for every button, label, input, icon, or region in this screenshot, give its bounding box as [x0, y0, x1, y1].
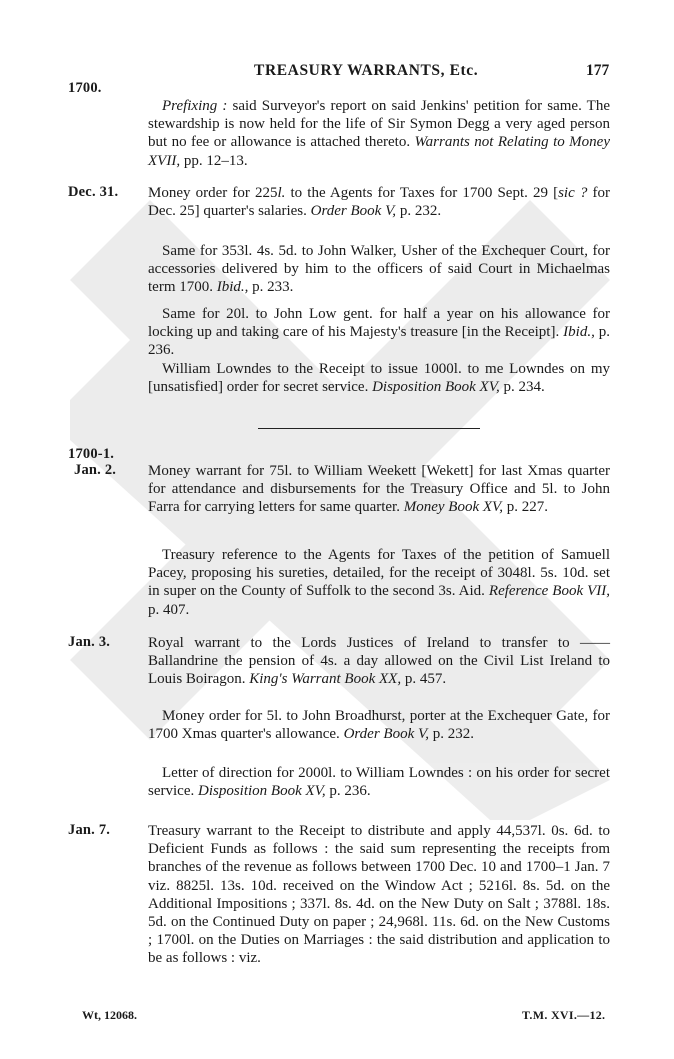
- header-title: TREASURY WARRANTS, Etc.: [254, 62, 479, 79]
- entry-date: Jan. 7.: [68, 822, 111, 838]
- entry-date: Jan. 2.: [74, 462, 117, 478]
- entry-date: Jan. 3.: [68, 634, 111, 650]
- entry-text: Money order for 225l. to the Agents for Taxes for 1700 Sept. 29 [sic ? for Dec. 25] quarter's salaries. Order Book V, p. 232.: [148, 185, 610, 220]
- page-number: 177: [586, 62, 610, 79]
- entry-text: Money order for 5l. to John Broadhurst, porter at the Exchequer Gate, for 1700 Xmas quarter's allowance. Order Book V, p. 232.: [148, 708, 610, 743]
- entry-text: Same for 353l. 4s. 5d. to John Walker, Usher of the Exchequer Court, for accessories delivered by him to the officers of said Court in Michaelmas term 1700. Ibid., p. 233.: [148, 243, 610, 296]
- entry-text: Prefixing : said Surveyor's report on said Jenkins' petition for same. The stewardship is now held for the life of Sir Symon Degg a very aged person but no fee or allowance is attached thereto. Warrants not Relating to Money XVII, pp. 12–13.: [148, 98, 610, 169]
- entry-text: William Lowndes to the Receipt to issue 1000l. to me Lowndes on my [unsatisfied] order for secret service. Disposition Book XV, p. 234.: [148, 361, 610, 396]
- entry-text: Money warrant for 75l. to William Weekett [Wekett] for last Xmas quarter for attendance and disbursements for the Treasury Office and 5l. to John Farra for carrying letters for same quarter. Money Book XV, p. 227.: [148, 463, 610, 516]
- entry-year: 1700-1.: [68, 446, 115, 462]
- entry-date: Dec. 31.: [68, 184, 119, 200]
- signature-mark: T.M. XVI.—12.: [522, 1008, 606, 1022]
- running-header: [0, 62, 674, 82]
- entry-text: Royal warrant to the Lords Justices of Ireland to transfer to —— Ballandrine the pension of 4s. a day allowed on the Civil List Ireland to Louis Boiragon. King's Warrant Book XX, p. 457.: [148, 635, 610, 688]
- section-divider: [258, 428, 480, 429]
- entry-text: Same for 20l. to John Low gent. for half a year on his allowance for locking up and taking care of his Majesty's treasure [in the Receipt]. Ibid., p. 236.: [148, 306, 611, 359]
- printer-mark: Wt, 12068.: [82, 1008, 137, 1022]
- entry-text: Treasury warrant to the Receipt to distribute and apply 44,537l. 0s. 6d. to Deficient Funds as follows : the said sum representing the receipts from branches of the revenue as follows between 1700 Dec. 10 and 1700–1 Jan. 7 viz. 8825l. 13s. 10d. received on the Window Act ; 5216l. 8s. 5d. on the Additional Impositions ; 337l. 8s. 4d. on the New Duty on Salt ; 3788l. 18s. 5d. on the Continued Duty on paper ; 24,968l. 11s. 6d. on the New Customs ; 1700l. on the Duties on Marriages : the said distribution and application to be as follows : viz.: [148, 823, 610, 967]
- entry-date: 1700.: [68, 80, 102, 96]
- entry-text: Treasury reference to the Agents for Taxes of the petition of Samuell Pacey, proposing his sureties, detailed, for the receipt of 3048l. 5s. 10d. set in super on the County of Suffolk to the second 3s. Aid. Reference Book VII, p. 407.: [148, 547, 611, 618]
- entry-text: Letter of direction for 2000l. to William Lowndes : on his order for secret service. Disposition Book XV, p. 236.: [148, 765, 610, 800]
